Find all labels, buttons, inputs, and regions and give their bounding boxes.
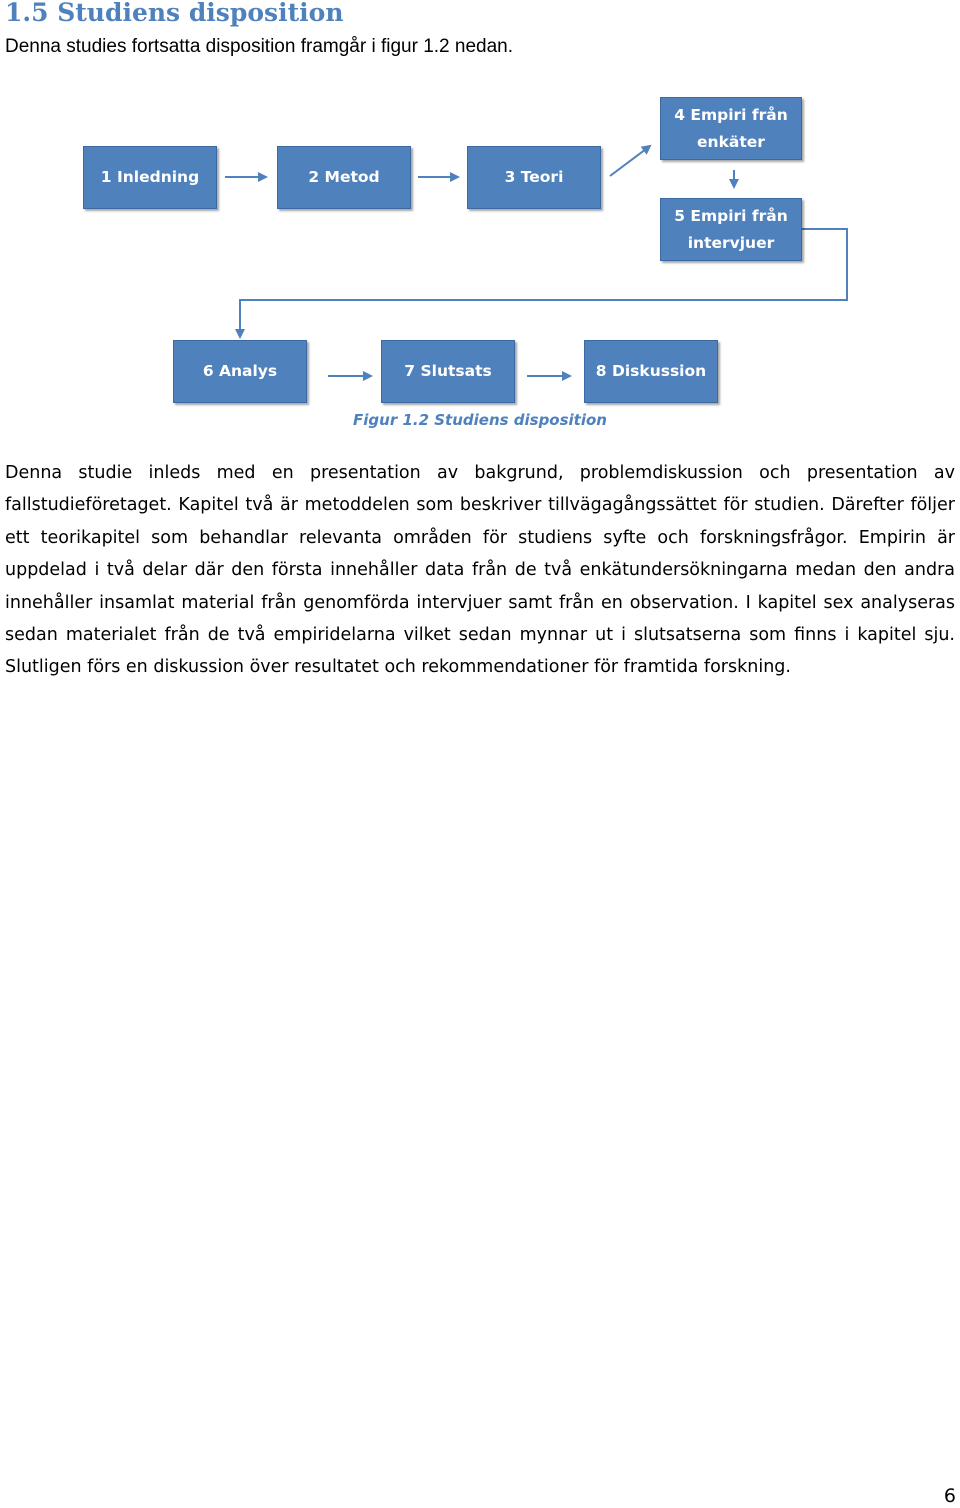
box-3-teori [467,146,601,209]
box-5-label-line1: 5 Empiri från [674,207,788,225]
box-4-label-line1: 4 Empiri från [674,105,788,124]
box-2-metod [277,146,411,209]
page-number: 6 [943,1485,956,1507]
box-4-empiri-enkater [660,97,802,160]
intro-text: Denna studies fortsatta disposition framgår i figur 1.2 nedan. [5,36,514,57]
figure-caption: Figur 1.2 Studiens disposition [353,411,607,429]
box-1-inledning [83,146,217,209]
box-6-analys [173,340,307,403]
box-4-label-line2: enkäter [697,132,765,151]
box-6-label: 6 Analys [202,362,278,380]
box-8-label: 8 Diskussion [595,362,707,380]
box-5-empiri-intervjuer [660,198,802,261]
box-1-label: 1 Inledning [100,168,200,186]
box-7-label: 7 Slutsats [404,362,492,380]
box-8-diskussion [584,340,718,403]
section-heading: 1.5 Studiens disposition [5,0,344,27]
arrow-3-to-4 [610,146,650,176]
box-7-slutsats [381,340,515,403]
box-2-label: 2 Metod [308,168,380,186]
box-5-label-line2: intervjuer [687,234,775,252]
box-3-label: 3 Teori [504,168,564,186]
body-paragraph: Denna studie inleds med en presentation av bakgrund, problemdiskussion och presentation av fallstudieföretaget. Kapitel två är metoddelen som beskriver tillvägagångssättet för studien. Därefter följer ett teorikapitel som behandlar relevanta områden för studiens syfte och forskningsfrågor. Empirin är uppdelad i två delar där den första innehåller data från de två enkätundersökningarna medan den andra innehåller insamlat material från genomförda intervjuer samt från en observation. I kapitel sex analyseras sedan materialet från de två empiridelarna vilket sedan mynnar ut i slutsatserna som finns i kapitel sju. Slutligen förs en diskussion över resultatet och rekommendationer för framtida forskning. [5,463,955,678]
